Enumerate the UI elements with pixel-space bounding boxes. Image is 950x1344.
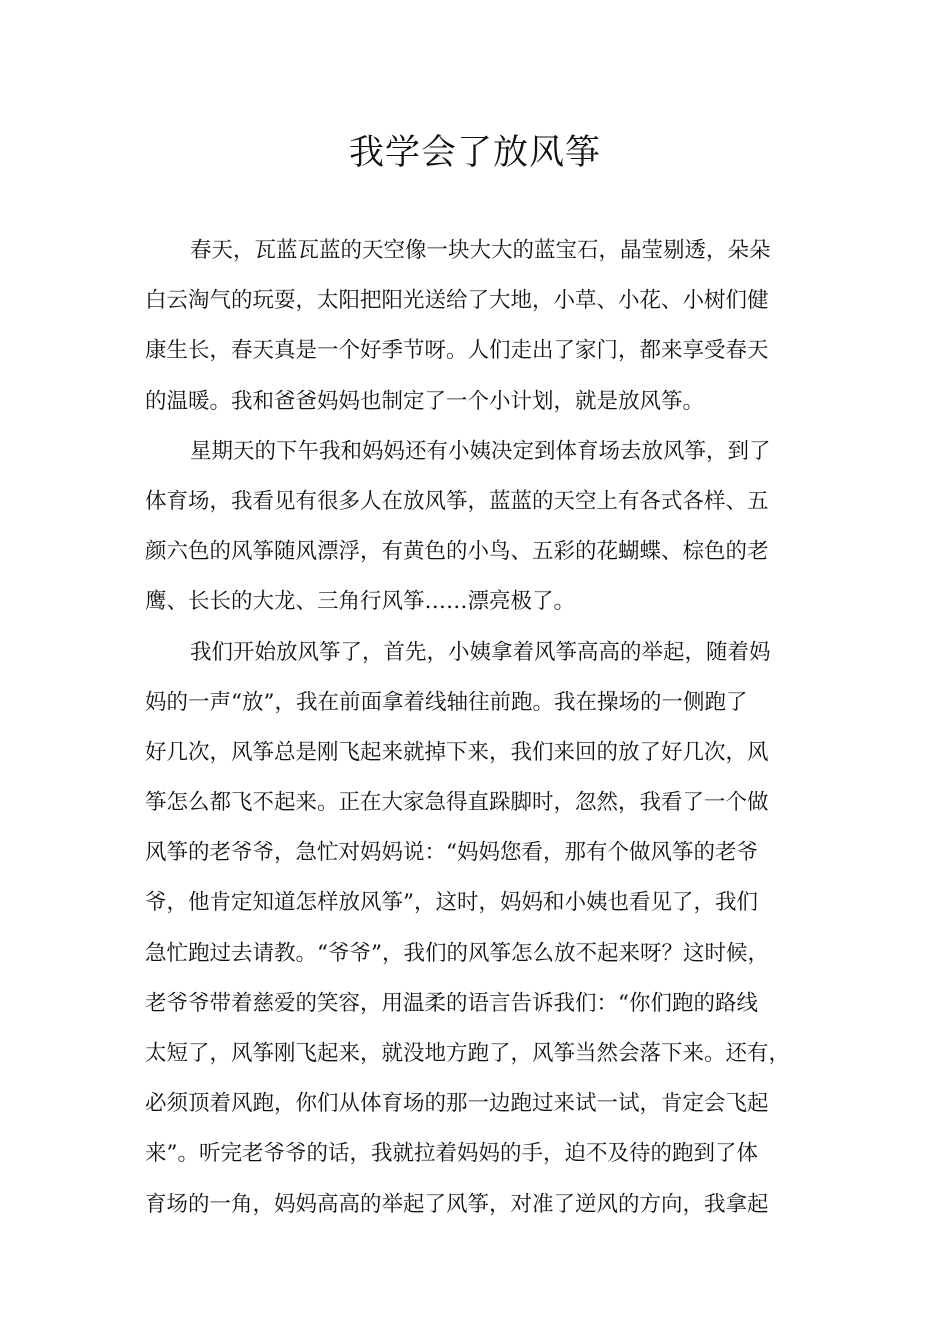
text-line: 太短了，风筝刚飞起来，就没地方跑了，风筝当然会落下来。还有，	[145, 1041, 791, 1066]
document-body	[145, 226, 825, 1230]
text-line: 筝怎么都飞不起来。正在大家急得直跺脚时，忽然，我看了一个做	[145, 790, 769, 816]
text-line: 鹰、长长的大龙、三角行风筝……漂亮极了。	[145, 589, 576, 615]
text-line: 的温暖。我和爸爸妈妈也制定了一个小计划，就是放风筝。	[145, 388, 705, 414]
text-line: 星期天的下午我和妈妈还有小姨决定到体育场去放风筝，到了	[190, 438, 771, 464]
text-line: 老爷爷带着慈爱的笑容，用温柔的语言告诉我们：“你们跑的路线	[145, 990, 758, 1016]
paragraph-2	[145, 427, 825, 628]
text-line: 白云淘气的玩耍，太阳把阳光送给了大地，小草、小花、小树们健	[145, 288, 769, 314]
text-line: 风筝的老爷爷，急忙对妈妈说：“妈妈您看，那有个做风筝的老爷	[145, 840, 758, 866]
text-line: 妈的一声“放”，我在前面拿着线轴往前跑。我在操场的一侧跑了	[145, 689, 748, 715]
text-line: 体育场，我看见有很多人在放风筝，蓝蓝的天空上有各式各样、五	[145, 488, 769, 514]
text-line: 颜六色的风筝随风漂浮，有黄色的小鸟、五彩的花蝴蝶、棕色的老	[145, 539, 769, 565]
document-title: 我学会了放风筝	[348, 133, 601, 173]
text-line: 急忙跑过去请教。“爷爷”，我们的风筝怎么放不起来呀？这时候，	[145, 940, 769, 966]
text-line: 育场的一角，妈妈高高的举起了风筝，对准了逆风的方向，我拿起	[145, 1191, 769, 1217]
text-line: 好几次，风筝总是刚飞起来就掉下来，我们来回的放了好几次，风	[145, 739, 769, 765]
paragraph-1	[145, 226, 825, 427]
text-line: 来”。听完老爷爷的话，我就拉着妈妈的手，迫不及待的跑到了体	[145, 1141, 758, 1167]
text-line: 康生长，春天真是一个好季节呀。人们走出了家门，都来享受春天	[145, 338, 769, 364]
text-line: 必须顶着风跑，你们从体育场的那一边跑过来试一试，肯定会飞起	[145, 1091, 769, 1117]
paragraph-3	[145, 628, 825, 1230]
text-line: 我们开始放风筝了，首先，小姨拿着风筝高高的举起，随着妈	[190, 639, 771, 665]
text-line: 爷，他肯定知道怎样放风筝”，这时，妈妈和小姨也看见了，我们	[145, 890, 758, 916]
text-line: 春天，瓦蓝瓦蓝的天空像一块大大的蓝宝石，晶莹剔透，朵朵	[190, 238, 771, 263]
